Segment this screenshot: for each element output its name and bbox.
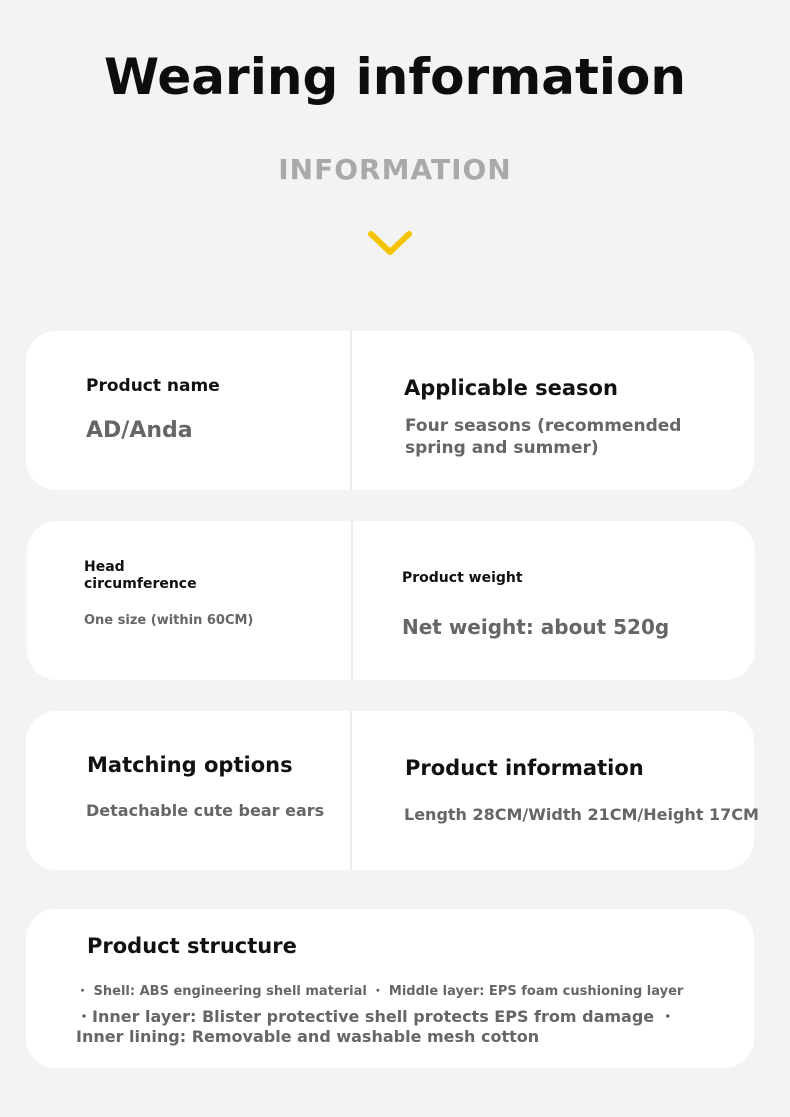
applicable-season-label: Applicable season (404, 376, 618, 400)
info-card-name-season (26, 331, 754, 490)
applicable-season-value: Four seasons (recommended spring and summer) (405, 416, 682, 458)
product-structure-line2: ・Inner layer: Blister protective shell protects EPS from damage ・Inner lining: Removable and washable mesh cotton (76, 1007, 676, 1046)
product-structure-line1: ・ Shell: ABS engineering shell material ・ Middle layer: EPS foam cushioning layer (76, 984, 684, 999)
page-subtitle: INFORMATION (278, 153, 512, 186)
chevron-down-icon (367, 228, 413, 258)
page-title: Wearing information (104, 48, 686, 106)
head-circumference-label-line2: circumference (84, 576, 197, 592)
product-information-label: Product information (405, 756, 644, 780)
product-structure-card (26, 909, 754, 1068)
card-divider (350, 331, 352, 490)
product-structure-label: Product structure (87, 934, 297, 958)
card-divider (350, 711, 352, 870)
product-name-value: AD/Anda (86, 418, 193, 443)
product-information-value: Length 28CM/Width 21CM/Height 17CM (404, 805, 759, 824)
product-weight-label: Product weight (402, 570, 523, 586)
matching-options-value: Detachable cute bear ears (86, 801, 325, 820)
info-card-options-dimensions (26, 711, 759, 870)
info-card-size-weight (27, 521, 755, 680)
product-weight-value: Net weight: about 520g (402, 615, 670, 639)
head-circumference-label (84, 559, 197, 593)
head-circumference-value: One size (within 60CM) (84, 613, 254, 628)
matching-options-label: Matching options (87, 753, 293, 777)
head-circumference-label-line1: Head (84, 559, 125, 575)
card-divider (351, 521, 353, 680)
product-name-label: Product name (86, 376, 220, 396)
